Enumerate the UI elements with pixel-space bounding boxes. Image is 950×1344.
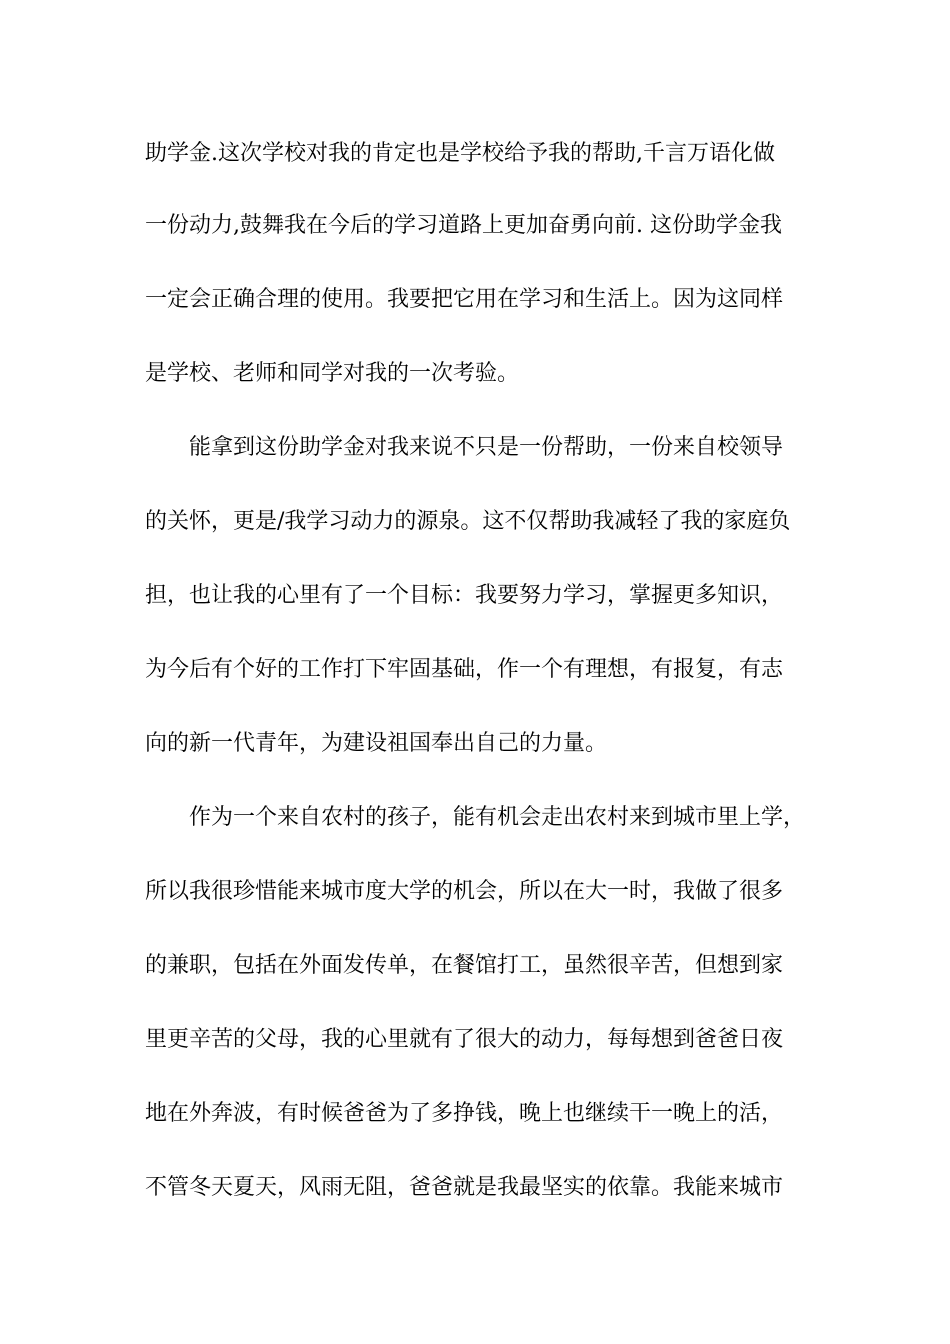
paragraph-start-line-10: 作为一个来自农村的孩子，能有机会走出农村来到城市里上学，: [189, 805, 806, 830]
text-line-9: 向的新一代青年，为建设祖国奉出自己的力量。: [145, 731, 608, 756]
text-line-1: 助学金.这次学校对我的肯定也是学校给予我的帮助,千言万语化做: [145, 141, 775, 166]
text-line-7: 担，也让我的心里有了一个目标：我要努力学习，掌握更多知识，: [145, 583, 784, 608]
text-line-12: 的兼职，包括在外面发传单，在餐馆打工，虽然很辛苦，但想到家: [145, 953, 784, 978]
text-line-14: 地在外奔波，有时候爸爸为了多挣钱，晚上也继续干一晚上的活，: [145, 1101, 784, 1126]
paragraph-start-line-5: 能拿到这份助学金对我来说不只是一份帮助，一份来自校领导: [189, 435, 784, 460]
text-line-11: 所以我很珍惜能来城市度大学的机会，所以在大一时，我做了很多: [145, 879, 784, 904]
text-line-15: 不管冬天夏天，风雨无阻，爸爸就是我最坚实的依靠。我能来城市: [145, 1175, 784, 1200]
text-line-13: 里更辛苦的父母，我的心里就有了很大的动力，每每想到爸爸日夜: [145, 1027, 784, 1052]
text-line-8: 为今后有个好的工作打下牢固基础，作一个有理想，有报复，有志: [145, 657, 784, 682]
text-line-3: 一定会正确合理的使用。我要把它用在学习和生活上。因为这同样: [145, 287, 784, 312]
text-line-2: 一份动力,鼓舞我在今后的学习道路上更加奋勇向前. 这份助学金我: [145, 213, 782, 238]
text-line-4: 是学校、老师和同学对我的一次考验。: [145, 361, 520, 386]
text-line-6: 的关怀，更是/我学习动力的源泉。这不仅帮助我减轻了我的家庭负: [145, 509, 791, 534]
